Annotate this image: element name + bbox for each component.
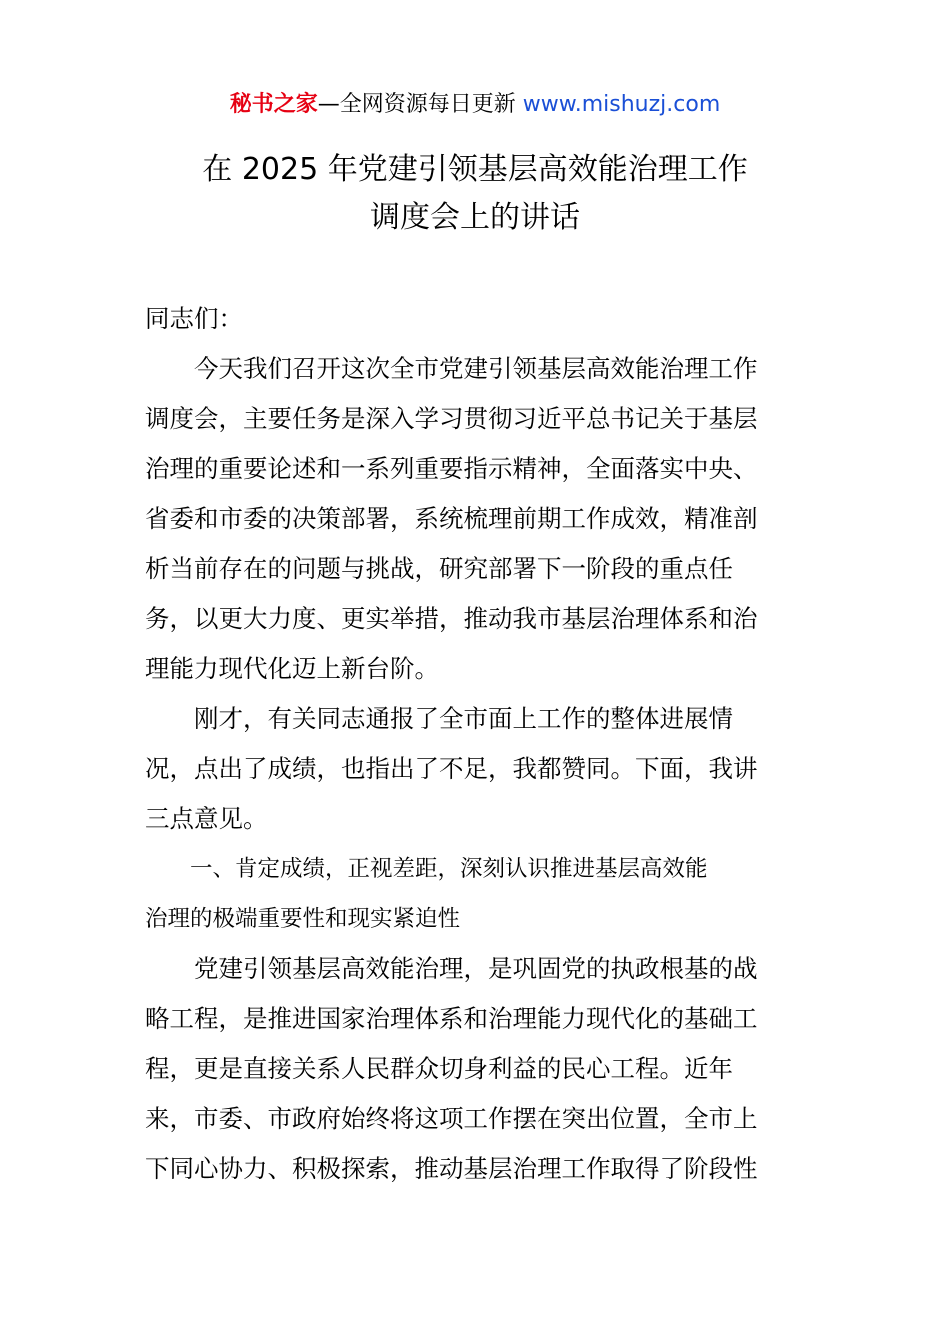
site-url-link[interactable]: www.mishuzj.com	[522, 92, 721, 117]
body-line: 治理的重要论述和一系列重要指示精神，全面落实中央、	[145, 454, 758, 483]
brand-name: 秘书之家	[229, 92, 318, 117]
body-line: 今天我们召开这次全市党建引领基层高效能治理工作	[145, 354, 758, 383]
body-line: 析当前存在的问题与挑战，研究部署下一阶段的重点任	[145, 554, 733, 583]
section-heading-line: 一、肯定成绩，正视差距，深刻认识推进基层高效能	[145, 856, 708, 882]
body-line: 下同心协力、积极探索，推动基层治理工作取得了阶段性	[145, 1154, 758, 1183]
body-line: 刚才，有关同志通报了全市面上工作的整体进展情	[145, 704, 733, 733]
body-line: 程，更是直接关系人民群众切身利益的民心工程。近年	[145, 1054, 733, 1083]
body-line: 来，市委、市政府始终将这项工作摆在突出位置，全市上	[145, 1104, 758, 1133]
body-line: 调度会，主要任务是深入学习贯彻习近平总书记关于基层	[145, 404, 758, 433]
body-line: 况，点出了成绩，也指出了不足，我都赞同。下面，我讲	[145, 754, 758, 783]
body-line: 省委和市委的决策部署，系统梳理前期工作成效，精准剖	[145, 504, 758, 533]
body-line: 理能力现代化迈上新台阶。	[145, 654, 439, 683]
body-line: 略工程，是推进国家治理体系和治理能力现代化的基础工	[145, 1004, 758, 1033]
section-heading-line: 治理的极端重要性和现实紧迫性	[145, 906, 461, 932]
site-header	[0, 88, 950, 122]
body-line: 党建引领基层高效能治理，是巩固党的执政根基的战	[145, 954, 758, 983]
document-title	[0, 146, 950, 242]
header-slogan: —全网资源每日更新	[317, 92, 523, 117]
document-body	[145, 294, 809, 1194]
body-line: 务，以更大力度、更实举措，推动我市基层治理体系和治	[145, 604, 758, 633]
title-line-2: 调度会上的讲话	[370, 200, 580, 235]
body-line: 三点意见。	[145, 804, 268, 833]
title-line-1: 在 2025 年党建引领基层高效能治理工作	[202, 152, 748, 187]
salutation: 同志们：	[145, 304, 243, 333]
